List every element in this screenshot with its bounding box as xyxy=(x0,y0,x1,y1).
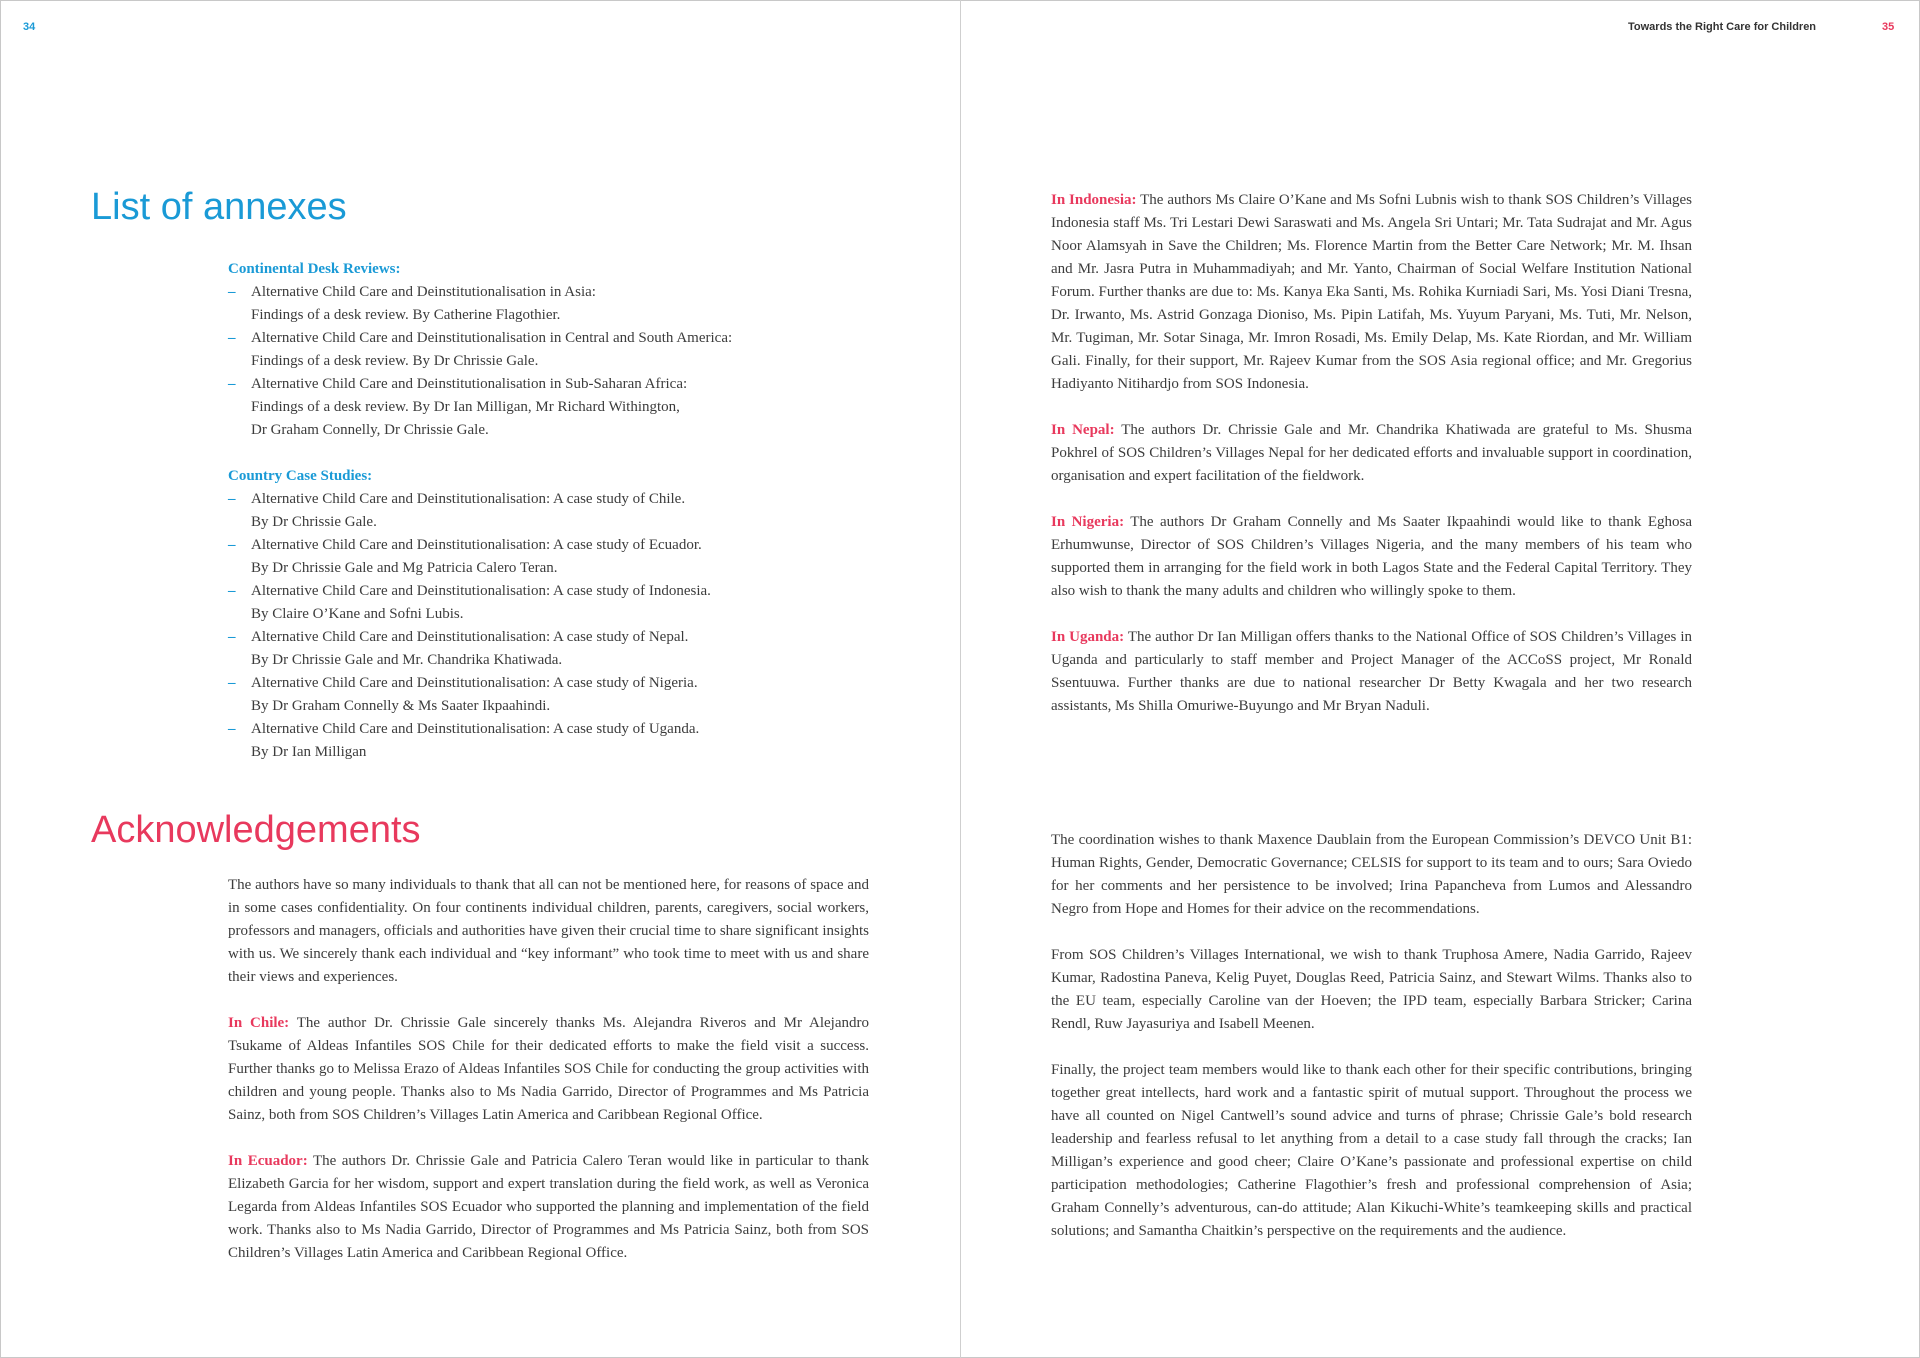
annex-item-line: Findings of a desk review. By Catherine Flagothier. xyxy=(251,307,561,323)
annex-item xyxy=(228,672,868,718)
dash-bullet-icon: – xyxy=(228,629,236,645)
left-page-number: 34 xyxy=(23,21,36,33)
annex-item-line: Findings of a desk review. By Dr Ian Milligan, Mr Richard Withington, xyxy=(251,399,680,415)
ack-nepal-paragraph xyxy=(1051,419,1692,488)
annex-item-line: By Dr Chrissie Gale. xyxy=(251,514,377,530)
ack-country-label: In Indonesia: xyxy=(1051,192,1137,208)
ack-uganda-paragraph xyxy=(1051,626,1692,718)
annex-item xyxy=(228,327,868,373)
ack-nigeria-paragraph xyxy=(1051,511,1692,603)
annex-item-line: By Dr Graham Connelly & Ms Saater Ikpaahindi. xyxy=(251,698,551,714)
annex-item-line: Findings of a desk review. By Dr Chrissie Gale. xyxy=(251,353,539,369)
ack-paragraph-text: The authors Dr Graham Connelly and Ms Saater Ikpaahindi would like to thank Eghosa Erhumwunse, Director of SOS Children’s Villages Nigeria, and the many members of his team who supported them in arranging for the field work in both Lagos State and the Federal Capital Territory. They also wish to thank the many adults and children who willingly spoke to them. xyxy=(1051,514,1692,599)
annex-item xyxy=(228,281,868,327)
annex-item xyxy=(228,626,868,672)
ack-project-team-paragraph: Finally, the project team members would like to thank each other for their specific contributions, bringing together great intellects, hard work and a fantastic spirit of mutual support. Throughout the process we have all counted on Nigel Cantwell’s sound advice and turns of phrase; Chrissie Gale’s bold research leadership and fearless refusal to let anything from a detail to a case study fall through the cracks; Ian Milligan’s experience and good cheer; Claire O’Kane’s passionate and professional expertise on child participation methodologies; Catherine Flagothier’s fresh and professional comprehension of Asia; Graham Connelly’s adventurous, can-do attitude; Alan Kikuchi-White’s teamkeeping skills and practical solutions; and Samantha Chaitkin’s perspective on the requirements and the audience. xyxy=(1051,1062,1692,1239)
annex-item-line: Alternative Child Care and Deinstitutionalisation: A case study of Ecuador. xyxy=(251,537,702,553)
annex-item-line: By Dr Chrissie Gale and Mr. Chandrika Khatiwada. xyxy=(251,652,563,668)
ack-country-label: In Chile: xyxy=(228,1015,290,1031)
page-gutter xyxy=(960,0,961,1358)
acknowledgements-right-column-bottom xyxy=(1051,829,1692,1266)
acknowledgements-right-column-top xyxy=(1051,189,1692,741)
running-head-title: Towards the Right Care for Children xyxy=(1628,21,1817,33)
annex-item-line: Alternative Child Care and Deinstitutionalisation: A case study of Uganda. xyxy=(251,721,700,737)
annex-item-line: Alternative Child Care and Deinstitutionalisation: A case study of Indonesia. xyxy=(251,583,711,599)
annex-group-heading: Country Case Studies: xyxy=(228,468,373,484)
ack-country-label: In Nigeria: xyxy=(1051,514,1125,530)
dash-bullet-icon: – xyxy=(228,376,236,392)
ack-coordination-paragraph: The coordination wishes to thank Maxence Daublain from the European Commission’s DEVCO Unit B1: Human Rights, Gender, Democratic Governance; CELSIS for support to its team and to ours; Sara Oviedo for her comments and her persistence to be involved; Irina Papancheva from Lumos and Alessandro Negro from Hope and Homes for their advice on the recommendations. xyxy=(1051,832,1692,917)
ack-paragraph-text: The author Dr Ian Milligan offers thanks to the National Office of SOS Children’s Villages in Uganda and particularly to staff member and Project Manager of the ACCoSS project, Mr Ronald Ssentuuwa. Further thanks are due to national researcher Dr Betty Kwagala and her two research assistants, Ms Shilla Omuriwe-Buyungo and Mr Bryan Naduli. xyxy=(1051,629,1692,714)
annex-item-line: Alternative Child Care and Deinstitutionalisation in Sub-Saharan Africa: xyxy=(251,376,688,392)
ack-ecuador-paragraph xyxy=(228,1150,869,1265)
ack-paragraph-text: The authors Ms Claire O’Kane and Ms Sofni Lubnis wish to thank SOS Children’s Villages Indonesia staff Ms. Tri Lestari Dewi Saraswati and Ms. Angela Sri Untari; Mr. Tata Sudrajat and Mr. Agus Noor Alamsyah in Save the Children; Ms. Florence Martin from the Better Care Network; Mr. M. Ihsan and Mr. Jasra Putra in Muhammadiyah; and Mr. Yanto, Chairman of Social Welfare Institution National Forum. Further thanks are due to: Ms. Kanya Eka Santi, Ms. Rohika Kurniadi Sari, Ms. Yosi Diani Tresna, Dr. Irwanto, Ms. Astrid Gonzaga Dioniso, Ms. Pipin Latifah, Ms. Yuyum Paryani, Ms. Tuti, Mr. Nelson, Mr. Tugiman, Mr. Sotar Sinaga, Mr. Imron Rosadi, Ms. Emily Delap, Ms. Kate Riordan, and Mr. William Gali. Finally, for their support, Mr. Rajeev Kumar from the SOS Asia regional office; and Mr. Gregorius Hadiyanto Nitihardjo from SOS Indonesia. xyxy=(1051,192,1692,392)
annexes-title: List of annexes xyxy=(91,186,347,228)
ack-paragraph-text: The authors Dr. Chrissie Gale and Mr. Chandrika Khatiwada are grateful to Ms. Shusma Pokhrel of SOS Children’s Villages Nepal for her dedicated efforts and invaluable support in coordination, organisation and expert facilitation of the fieldwork. xyxy=(1051,422,1692,484)
annex-group-heading: Continental Desk Reviews: xyxy=(228,261,401,277)
ack-indonesia-paragraph xyxy=(1051,189,1692,396)
annex-item-line: Alternative Child Care and Deinstitutionalisation in Central and South America: xyxy=(251,330,733,346)
dash-bullet-icon: – xyxy=(228,675,236,691)
ack-intro-paragraph: The authors have so many individuals to thank that all can not be mentioned here, for reasons of space and in some cases confidentiality. On four continents individual children, parents, caregivers, social workers, professors and managers, officials and authorities have given their crucial time to share significant insights with us. We sincerely thank each individual and “key informant” who took time to meet with us and share their views and experiences. xyxy=(228,877,869,985)
ack-paragraph-text: The authors Dr. Chrissie Gale and Patricia Calero Teran would like in particular to thank Elizabeth Garcia for her wisdom, support and expert translation during the field work, as well as Veronica Legarda from Aldeas Infantiles SOS Ecuador who supported the planning and implementation of the field work. Thanks also to Ms Nadia Garrido, Director of Programmes and Ms Patricia Sainz, both from SOS Children’s Villages Latin America and Caribbean Regional Office. xyxy=(228,1153,870,1261)
ack-country-label: In Ecuador: xyxy=(228,1153,308,1169)
dash-bullet-icon: – xyxy=(228,537,236,553)
annex-item xyxy=(228,373,868,442)
ack-country-label: In Nepal: xyxy=(1051,422,1115,438)
annex-item-line: Dr Graham Connelly, Dr Chrissie Gale. xyxy=(251,422,489,438)
annex-item-line: By Dr Ian Milligan xyxy=(251,744,367,760)
ack-paragraph-text: The author Dr. Chrissie Gale sincerely thanks Ms. Alejandra Riveros and Mr Alejandro Tsukame of Aldeas Infantiles SOS Chile for their dedicated efforts to make the field visit a success. Further thanks go to Melissa Erazo of Aldeas Infantiles SOS Chile for conducting the group activities with children and young people. Thanks also to Ms Nadia Garrido, Director of Programmes and Ms Patricia Sainz, both from SOS Children’s Villages Latin America and Caribbean Regional Office. xyxy=(228,1015,869,1123)
annex-item-line: Alternative Child Care and Deinstitutionalisation: A case study of Chile. xyxy=(251,491,686,507)
annex-item-line: By Claire O’Kane and Sofni Lubis. xyxy=(251,606,464,622)
annex-item-line: Alternative Child Care and Deinstitutionalisation: A case study of Nepal. xyxy=(251,629,689,645)
dash-bullet-icon: – xyxy=(228,491,236,507)
acknowledgements-title: Acknowledgements xyxy=(91,809,421,851)
dash-bullet-icon: – xyxy=(228,284,236,300)
right-page-number: 35 xyxy=(1882,21,1895,33)
annex-item xyxy=(228,718,868,764)
dash-bullet-icon: – xyxy=(228,330,236,346)
acknowledgements-left-column xyxy=(228,874,869,1288)
annexes-list-column xyxy=(228,258,868,787)
dash-bullet-icon: – xyxy=(228,583,236,599)
annex-item-line: Alternative Child Care and Deinstitutionalisation: A case study of Nigeria. xyxy=(251,675,698,691)
annex-item-line: By Dr Chrissie Gale and Mg Patricia Calero Teran. xyxy=(251,560,558,576)
dash-bullet-icon: – xyxy=(228,721,236,737)
annex-group-list xyxy=(228,488,868,764)
ack-sos-international-paragraph: From SOS Children’s Villages International, we wish to thank Truphosa Amere, Nadia Garrido, Rajeev Kumar, Radostina Paneva, Kelig Puyet, Douglas Reed, Patricia Sainz, and Stewart Wilms. Thanks also to the EU team, especially Caroline van der Hoeven; the IPD team, especially Barbara Stricker; Carina Rendl, Ruw Jayasuriya and Isabell Meenen. xyxy=(1051,947,1692,1032)
ack-chile-paragraph xyxy=(228,1012,869,1127)
ack-country-label: In Uganda: xyxy=(1051,629,1125,645)
annex-group-list xyxy=(228,281,868,442)
annex-item xyxy=(228,580,868,626)
annex-item xyxy=(228,534,868,580)
annex-item xyxy=(228,488,868,534)
annex-item-line: Alternative Child Care and Deinstitutionalisation in Asia: xyxy=(251,284,596,300)
